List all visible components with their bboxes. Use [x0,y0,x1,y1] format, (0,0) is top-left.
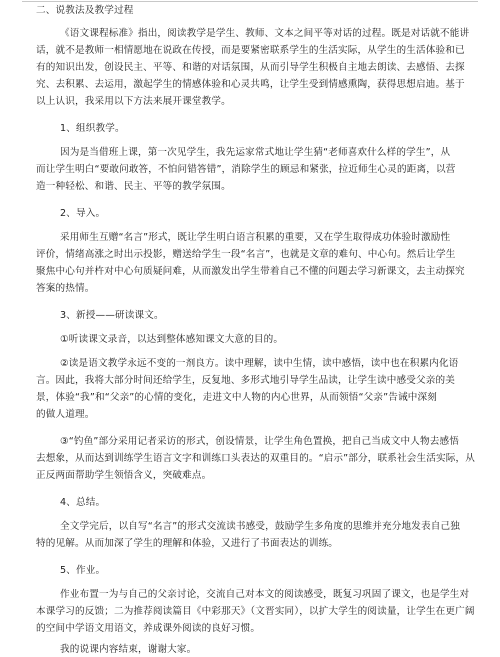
heading-2: 2、导入。 [60,208,106,219]
p3c-line-3: 正反两面帮助学生领悟含义，突破难点。 [36,470,212,481]
p3b-line-3: 景，体验“我”和“父亲”的心情的变化，走进文中人物的内心世界，从而领悟“父亲”告诫中深刻 [36,392,437,403]
p3b-line-2: 言。因此，我将大部分时间还给学生，反复地、多形式地引导学生品读，让学生读中感受父亲的美 [36,375,455,386]
p3c-line-1: ③“钓鱼”部分采用记者采访的形式，创设情景，让学生角色置换，把自己当成文中人物去感悟 [60,436,459,447]
closing-line: 我的说课内容结束，谢谢大家。 [60,644,197,655]
p4-line-1: 全文学完后，以自写“名言”的形式交流读书感受，鼓励学生多角度的思维并充分地发表自己独 [60,521,460,532]
heading-1: 1、组织教学。 [60,123,125,134]
p3a-line-1: ①听读课文录音，以达到整体感知课文大意的目的。 [60,334,284,345]
p2-line-4: 答案的热情。 [36,283,95,294]
intro-line-2: 话，就不是教师一相情愿地在说政在传授，而是要紧密联系学生的生活实际，从学生的生活体验和已 [36,45,465,56]
heading-3: 3、新授——研读课文。 [60,310,164,321]
p1-line-3: 造一种轻松、和谐、民主、平等的教学氛围。 [36,181,231,192]
p5-line-1: 作业布置一为与自己的父亲讨论，交流自己对本文的阅读感受，既复习巩固了课文，也是学生对 [60,589,470,600]
heading-5: 5、作业。 [60,565,106,576]
intro-line-4: 究、去积累、去运用，激起学生的情感体验和心灵共鸣，让学生受到情感熏陶，获得思想启迪。基于 [36,79,465,90]
intro-line-1: 《语文课程标准》指出，阅读教学是学生、教师、文本之间平等对话的过程。既是对话就不能讲 [60,28,470,39]
p1-line-1: 因为是当借班上课，第一次见学生，我先运家常式地让学生猜“老师喜欢什么样的学生”，从 [60,147,451,158]
p3c-line-2: 去想象，从而达到训练学生语言文字和训练口头表达的双重目的。“启示”部分，联系社会生活实际，从 [36,453,475,464]
intro-line-5: 以上认识，我采用以下方法来展开课堂教学。 [36,96,231,107]
intro-line-3: 有的知识出发，创设民主、平等、和谐的对话氛围，从而引导学生积极自主地去朗读、去感悟、去探 [36,62,465,73]
p5-line-2: 本课学习的反馈；二为推荐阅读篇目《中彩那天》（文晋实同），以扩大学生的阅读量，让学生在更广阔 [36,606,475,617]
p4-line-2: 特的见解。从而加深了学生的理解和体验，又进行了书面表达的训练。 [36,538,339,549]
p2-line-2: 评价，情绪高涨之时出示投影，赠送给学生一段“名言”，也就是文章的难句、中心句。然后让学生 [36,249,456,260]
heading-4: 4、总结。 [60,497,106,508]
p3b-line-1: ②读是语文教学永远不变的一剂良方。读中理解，读中生情，读中感悟，读中也在积累内化语 [60,358,459,369]
p5-line-3: 的空间中学语文用语文，养成课外阅读的良好习惯。 [36,623,261,634]
p2-line-3: 聚焦中心句并杵对中心句质疑问难，从而激发出学生带着自己不懂的问题去学习新课文，去主动探究 [36,266,465,277]
top-divider [22,1,478,2]
p3b-line-4: 的做人道理。 [36,409,95,420]
p1-line-2: 而让学生明白“要敢问敢答，不怕问错答错”，消除学生的顾忌和紧张，拉近师生心灵的距离，以营 [36,164,456,175]
p2-line-1: 采用师生互赠“名言”形式，既让学生明白语言积累的重要，又在学生取得成功体验时激励性 [60,232,451,243]
section-title: 二、说教法及教学过程 [36,5,134,16]
